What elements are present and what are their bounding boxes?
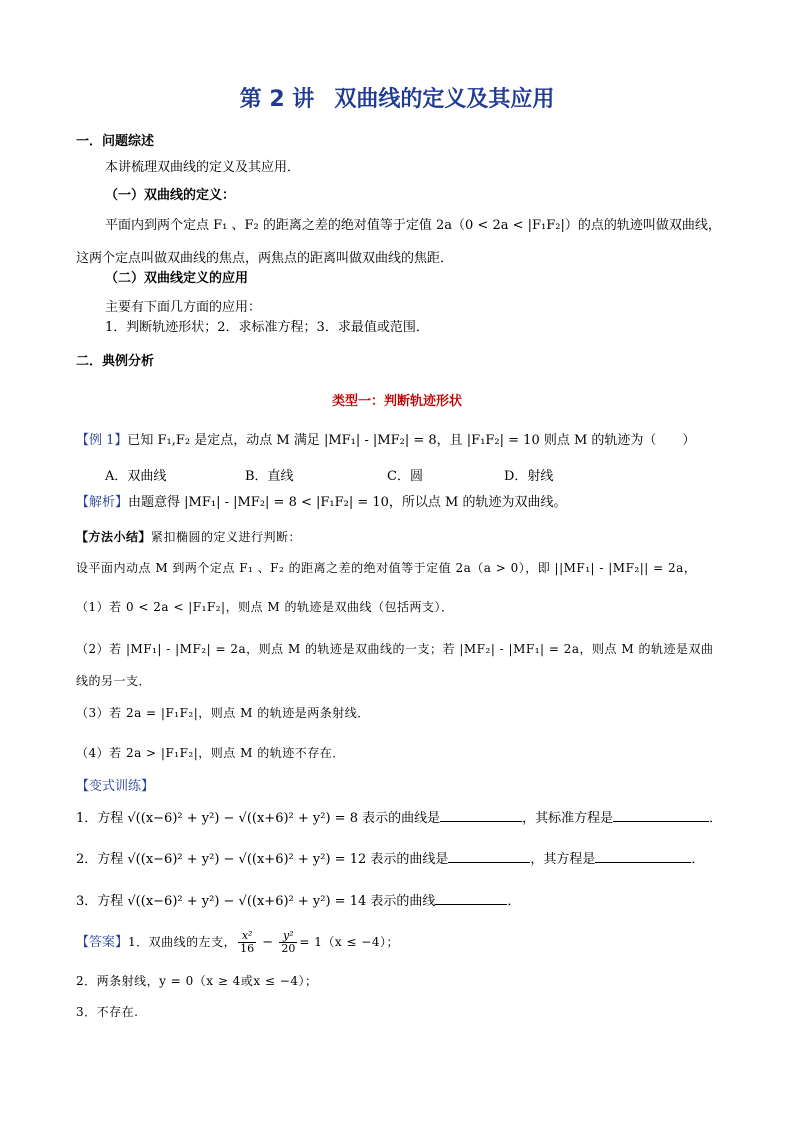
answer-1-text: 1．双曲线的左支， — [128, 935, 237, 949]
q2-end: ． — [691, 852, 705, 867]
section2-heading: 二．典例分析 — [76, 354, 155, 369]
practice-q1 — [76, 808, 722, 828]
answer-3: 3．不存在. — [76, 1005, 139, 1019]
analysis-label: 【解析】 — [76, 495, 129, 510]
type1-heading: 类型一：判断轨迹形状 — [331, 394, 462, 409]
summary-item-3: （3）若 2a = |F₁F₂|，则点 M 的轨迹是两条射线． — [76, 706, 370, 720]
page-title — [0, 82, 794, 113]
lesson-number: 第 2 讲 — [239, 87, 315, 112]
application-intro: 主要有下面几方面的应用： — [105, 300, 262, 315]
summary-label: 【方法小结】 — [76, 530, 152, 544]
practice-q3 — [76, 891, 520, 911]
practice-q2 — [76, 849, 704, 869]
q3-blank-curve[interactable] — [435, 891, 507, 905]
answer-1: 【答案】1．双曲线的左支， $\frac{\text{x²}}{16}$ − $\frac{\text{y²}}{20}$ = 1（x ≤ −4）； — [76, 929, 399, 955]
answer-1-tail: = 1（x ≤ −4）； — [299, 935, 399, 949]
q2-text: 2．方程 √((x−6)² + y²) − √((x+6)² + y²) = 12 表示的曲线是 — [76, 852, 449, 867]
q2-blank-equation[interactable] — [595, 849, 691, 863]
option-a: A．双曲线 — [105, 469, 167, 484]
answer-2: 2．两条射线，y = 0（x ≥ 4或x ≤ −4）； — [76, 974, 318, 988]
analysis-text: 由题意得 |MF₁| - |MF₂| = 8 < |F₁F₂| = 10，所以点 M 的轨迹为双曲线。 — [128, 495, 567, 510]
q1-end: ． — [709, 811, 723, 826]
q2-blank-curve[interactable] — [448, 849, 530, 863]
fraction-y2-20: $\frac{\text{y²}}{20}$ — [281, 929, 296, 955]
section1-heading: 一．问题综述 — [76, 134, 155, 149]
summary-line-0: 设平面内动点 M 到两个定点 F₁ 、F₂ 的距离之差的绝对值等于定值 2a（a > 0），即 ||MF₁| - |MF₂|| = 2a， — [76, 561, 697, 575]
summary-item-4: （4）若 2a > |F₁F₂|，则点 M 的轨迹不存在． — [76, 746, 345, 760]
q3-text: 3．方程 √((x−6)² + y²) − √((x+6)² + y²) = 14 表示的曲线 — [76, 894, 436, 909]
example-label: 【例 1】 — [76, 433, 128, 448]
summary-item-2b: 线的另一支． — [76, 674, 152, 688]
q1-mid-text: ，其标准方程是 — [522, 811, 614, 826]
answer-label: 【答案】 — [76, 935, 129, 950]
summary-item-1: （1）若 0 < 2a < |F₁F₂|，则点 M 的轨迹是双曲线（包括两支）． — [76, 600, 454, 614]
practice-label: 【变式训练】 — [76, 779, 155, 794]
subheading-application: （二）双曲线定义的应用 — [105, 271, 249, 286]
option-d: D．射线 — [504, 469, 554, 484]
example-text: 已知 F₁,F₂ 是定点，动点 M 满足 |MF₁| - |MF₂| = 8，且 |F₁F₂| = 10 则点 M 的轨迹为（ ） — [127, 433, 696, 448]
method-summary-heading — [76, 528, 301, 546]
q2-mid-text: ，其方程是 — [530, 852, 596, 867]
fraction-x2-16: $\frac{\text{x²}}{16}$ — [240, 929, 255, 955]
definition-line-2: 这两个定点叫做双曲线的焦点，两焦点的距离叫做双曲线的焦距． — [76, 251, 454, 266]
option-b: B．直线 — [245, 469, 294, 484]
summary-head: 紧扣椭圆的定义进行判断： — [151, 530, 302, 544]
q1-text: 1．方程 √((x−6)² + y²) − √((x+6)² + y²) = 8 表示的曲线是 — [76, 811, 441, 826]
option-c: C．圆 — [387, 469, 423, 484]
definition-line-1: 平面内到两个定点 F₁ 、F₂ 的距离之差的绝对值等于定值 2a（0 < 2a < |F₁F₂|）的点的轨迹叫做双曲线， — [105, 218, 721, 233]
application-list: 1．判断轨迹形状；2．求标准方程；3．求最值或范围． — [105, 320, 429, 335]
analysis — [76, 494, 567, 512]
q3-end: ． — [507, 894, 521, 909]
example-1 — [76, 432, 695, 450]
q1-blank-curve[interactable] — [440, 808, 522, 822]
subheading-definition: （一）双曲线的定义： — [105, 188, 236, 203]
lesson-topic: 双曲线的定义及其应用 — [334, 87, 555, 112]
summary-item-2a: （2）若 |MF₁| - |MF₂| = 2a，则点 M 的轨迹是双曲线的一支；若 |MF₂| - |MF₁| = 2a，则点 M 的轨迹是双曲 — [76, 642, 714, 656]
q1-blank-equation[interactable] — [613, 808, 709, 822]
intro-text: 本讲梳理双曲线的定义及其应用． — [105, 160, 301, 175]
